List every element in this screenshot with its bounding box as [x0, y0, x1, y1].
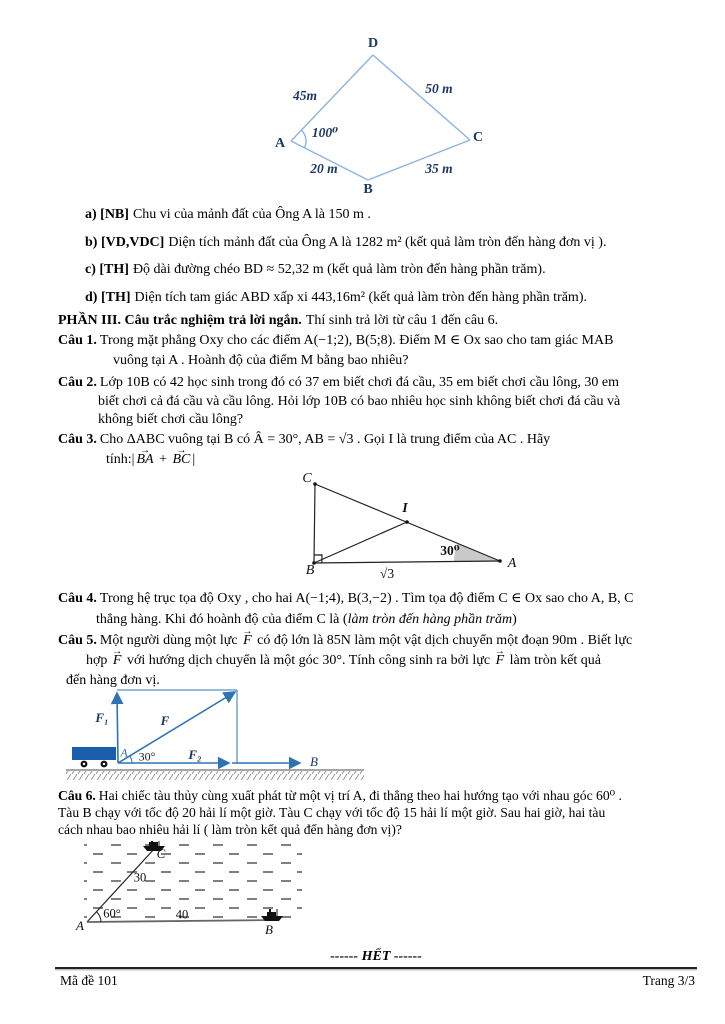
question-1-label: Câu 1. — [58, 333, 97, 348]
triangle-drawing — [283, 474, 533, 586]
question-2-line1: Lớp 10B có 42 học sinh trong đó có 37 em biết chơi đá cầu, 35 em biết chơi cầu lông, 30 em — [99, 375, 619, 390]
side-label-DC: 50 m — [425, 81, 453, 96]
question-1-line2: vuông tại A . Hoành độ của điểm M bằng bao nhiêu? — [113, 353, 409, 368]
ground-hatching — [66, 771, 364, 780]
answer-b — [85, 229, 705, 257]
angle-label-30-force: 30° — [138, 749, 156, 764]
vector-BA: → BA — [134, 450, 155, 470]
question-6-line3: cách nhau bao nhiêu hải lí ( làm tròn kết quả đến hàng đơn vị)? — [58, 822, 402, 837]
question-3-line2 — [58, 450, 718, 470]
answer-b-text: Diện tích mảnh đất của Ông A là 1282 m² (kết quả làm tròn đến hàng đơn vị ). — [168, 234, 607, 250]
angle-arc-A — [301, 130, 306, 148]
angle-label-30: 30⁰ — [440, 543, 460, 558]
cart-icon — [72, 747, 116, 760]
side-label-BC: 35 m — [425, 161, 453, 176]
quadrilateral-figure — [276, 33, 491, 198]
angle-label-100: 100⁰ — [311, 125, 339, 140]
question-3-label: Câu 3. — [58, 432, 97, 447]
page-number: Trang 3/3 — [642, 973, 695, 988]
question-6-label: Câu 6. — [58, 788, 96, 803]
section-heading — [58, 311, 708, 330]
force-F1-arrow — [117, 693, 118, 763]
question-4-line2-close: ) — [512, 611, 517, 627]
distance-label-40: 40 — [175, 907, 189, 922]
question-5-label: Câu 5. — [58, 633, 97, 648]
question-5-l1a: Một người dùng một lực — [99, 633, 242, 648]
side-label-sqrt3: √3 — [379, 566, 395, 581]
answer-c — [85, 256, 705, 284]
point-label-A-force: A — [120, 745, 128, 760]
vertex-label-C2: C — [302, 471, 312, 486]
answers-block — [85, 201, 705, 311]
question-4-line1: Trong hệ trục tọa độ Oxy , cho hai A(−1;4), B(3,−2) . Tìm tọa độ điểm C ∈ Ox sao cho A, B, C — [99, 591, 634, 606]
end-marker: ------ HẾT ------ — [330, 949, 422, 964]
label-F1: F₁ — [95, 710, 109, 725]
question-2-line3: không biết chơi cầu lông? — [98, 412, 244, 427]
answer-a-text: Chu vi của mảnh đất của Ông A là 150 m . — [132, 207, 371, 222]
point-label-C-ship: C — [156, 846, 166, 861]
vertex-label-B: B — [363, 182, 373, 197]
question-6-line1: Hai chiếc tàu thủy cùng xuất phát từ một vị trí A, đi thẳng theo hai hướng tạo với nhau góc 60⁰ . — [98, 788, 622, 803]
question-5-l1b: có độ lớn là 85N làm một vật dịch chuyển một đoạn 90m . Biết lực — [253, 633, 633, 648]
force-diagram-drawing — [66, 686, 366, 783]
question-6-line2: Tàu B chạy với tốc độ 20 hải lí một giờ. Tàu C chạy với tốc độ 15 hải lí một giờ. Sau hai giờ, hai tàu — [58, 805, 606, 820]
answer-b-prefix: b) [VD,VDC] — [85, 234, 165, 250]
vertex-label-C: C — [472, 130, 484, 145]
vector-F-3: → F — [494, 651, 507, 671]
angle-label-60: 60° — [103, 906, 121, 921]
question-5-l2a: hợp — [86, 653, 111, 668]
vector-F-2: → F — [111, 651, 124, 671]
side-label-AB: 20 m — [310, 161, 338, 176]
question-6 — [58, 787, 718, 838]
question-2-label: Câu 2. — [58, 375, 97, 390]
ships-figure — [76, 841, 311, 941]
answer-c-prefix: c) [TH] — [85, 262, 129, 277]
section-subtitle: Thí sinh trả lời từ câu 1 đến câu 6. — [305, 313, 499, 328]
question-4-line2-text: thẳng hàng. Khi đó hoành độ của điểm C là ( — [96, 611, 348, 627]
bar-end: | — [192, 452, 196, 467]
question-4 — [58, 589, 718, 630]
force-F-arrow — [118, 692, 235, 763]
answer-c-text: Độ dài đường chéo BD ≈ 52,32 m (kết quả làm tròn đến hàng phần trăm). — [132, 262, 546, 277]
point-label-A-ship: A — [76, 918, 84, 933]
answer-d-text: Diện tích tam giác ABD xấp xi 443,16m² (kết quả làm tròn đến hàng phần trăm). — [134, 289, 587, 305]
vector-F-1: → F — [241, 631, 254, 651]
question-1 — [58, 331, 718, 371]
question-5-line3: đến hàng đơn vị. — [66, 673, 160, 688]
section-title: PHẦN III. Câu trắc nghiệm trả lời ngắn. — [58, 313, 302, 328]
question-4-rounding-note: làm tròn đến hàng phần trăm — [347, 611, 513, 627]
question-5 — [58, 631, 718, 691]
exam-code: Mã đề 101 — [60, 973, 118, 988]
vertex-label-B2: B — [305, 563, 315, 578]
label-F: F — [160, 713, 170, 728]
midpoint-label-I: I — [402, 501, 408, 516]
ships-drawing — [76, 841, 311, 941]
question-5-l2c: làm tròn kết quả — [506, 653, 602, 668]
question-3 — [58, 430, 718, 470]
answer-d — [85, 284, 705, 312]
vertex-label-D: D — [367, 36, 379, 51]
answer-d-prefix: d) [TH] — [85, 289, 131, 305]
footer-rule — [55, 967, 697, 969]
cart-wheels — [81, 761, 108, 768]
question-4-label: Câu 4. — [58, 591, 97, 606]
answer-a-prefix: a) [NB] — [85, 207, 129, 222]
question-5-l2b: với hướng dịch chuyển là một góc 30°. Tính công sinh ra bởi lực — [123, 653, 494, 668]
answer-a — [85, 201, 705, 229]
question-4-line2 — [58, 610, 718, 631]
quadrilateral-drawing — [276, 33, 491, 198]
tinh-prefix: tính:| — [106, 452, 135, 467]
question-2 — [58, 374, 718, 430]
force-diagram-figure — [66, 686, 366, 783]
label-F2: F₂ — [188, 747, 202, 762]
point-label-B-ship: B — [265, 922, 273, 937]
question-1-line1: Trong mặt phẳng Oxy cho các điểm A(−1;2), B(5;8). Điểm M ∈ Ox sao cho tam giác MAB — [99, 333, 614, 348]
plus-sign: + — [155, 452, 171, 467]
point-label-B-force: B — [310, 754, 318, 769]
triangle-figure — [283, 471, 533, 586]
angle-arc-30 — [130, 756, 132, 763]
vector-BC: → BC — [171, 450, 193, 470]
side-label-AD: 45m — [292, 88, 318, 103]
vertex-label-A: A — [274, 136, 286, 151]
question-2-line2: biết chơi cả đá cầu và cầu lông. Hỏi lớp 10B có bao nhiêu học sinh không biết chơi đá cầu và — [98, 393, 621, 409]
distance-label-30: 30 — [133, 870, 147, 885]
question-3-line1: Cho ΔABC vuông tại B có Â = 30°, AB = √3 . Gọi I là trung điểm của AC . Hãy — [99, 432, 551, 447]
vertex-label-A2: A — [507, 556, 517, 571]
